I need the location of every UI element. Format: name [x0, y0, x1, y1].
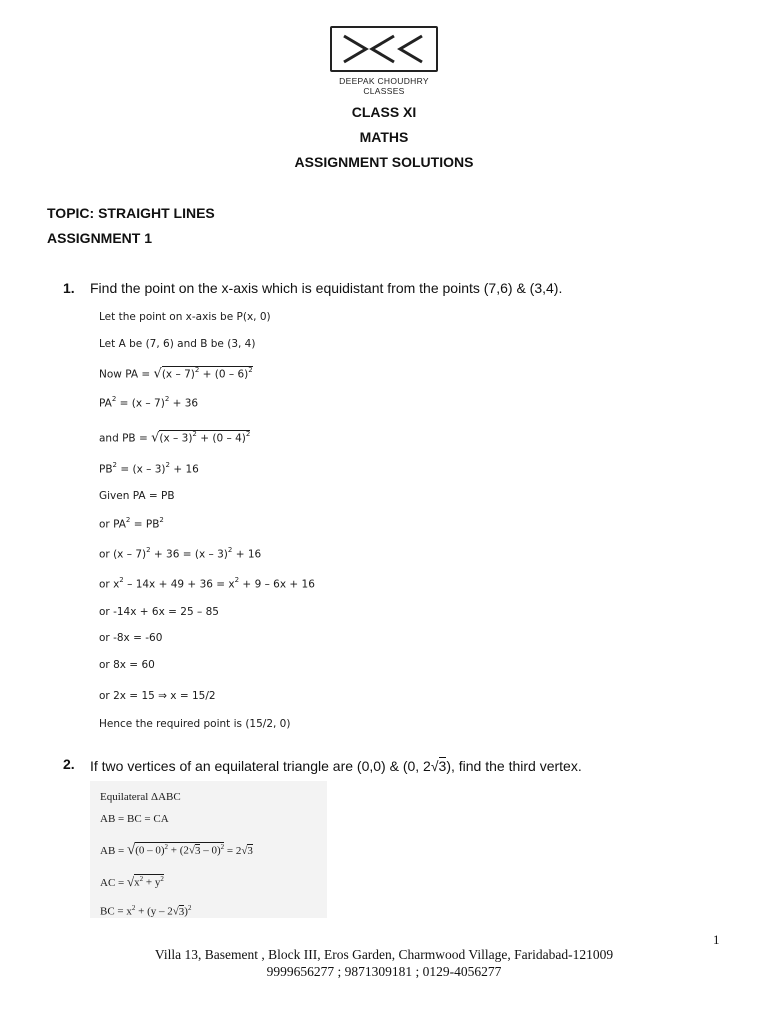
- q1-step-6: $PB^2 = (x - 3)^2 + 16$: [99, 461, 199, 476]
- q2-step-1: Equilateral ΔABC: [100, 791, 181, 803]
- q1-step-7: Given PA = PB: [99, 490, 175, 502]
- q1-step-14: or 2x = 15 ⇒ x = 15/2: [99, 690, 216, 702]
- q1-step-9: or (x – 7)$^2$ + 36 = (x – 3)$^2$ + 16: [99, 546, 262, 561]
- question-2-text-suffix: ), find the third vertex.: [446, 758, 582, 774]
- question-2-number: 2.: [63, 756, 75, 772]
- footer-phones: 9999656277 ; 9871309181 ; 0129-4056277: [266, 964, 502, 979]
- document-title: ASSIGNMENT SOLUTIONS: [294, 154, 474, 170]
- footer-address: Villa 13, Basement , Block III, Eros Garden, Charmwood Village, Faridabad-121009: [154, 947, 614, 962]
- logo-mark-icon: [330, 26, 438, 72]
- q1-step-1: Let the point on x-axis be P(x, 0): [99, 311, 271, 323]
- class-title: CLASS XI: [351, 104, 417, 120]
- topic-heading: TOPIC: STRAIGHT LINES: [47, 205, 215, 221]
- question-2-text-prefix: If two vertices of an equilateral triangle are (0,0) & (0, 2: [90, 758, 431, 774]
- q1-step-5: and PB = √(x – 3)$^2$ + (0 – 4)$^2$: [99, 430, 251, 446]
- q1-step-10: or $x^2 - 14x + 49 + 36 = x^2 + 9 - 6x + 16$: [99, 576, 315, 591]
- subject-title: MATHS: [359, 129, 409, 145]
- q1-step-8: or $PA^2 = PB^2$: [99, 516, 164, 531]
- q1-step-11: or -14x + 6x = 25 – 85: [99, 606, 219, 618]
- q2-step-4: AC = $√x^2 + y^2$: [100, 874, 164, 889]
- q2-step-2: AB = BC = CA: [100, 813, 169, 825]
- q1-step-13: or 8x = 60: [99, 659, 155, 671]
- question-2-text: If two vertices of an equilateral triangle are (0,0) & (0, 2√3), find the third vertex.: [90, 758, 582, 774]
- q2-step-3: AB = √(0 – 0)$^2$ + (2√3 – 0)$^2$ = 2√3: [100, 842, 253, 858]
- q1-step-3-prefix: Now PA =: [99, 368, 154, 381]
- q1-step-3: Now PA = √(x – 7)$^2$ + (0 – 6)$^2$: [99, 366, 253, 382]
- assignment-heading: ASSIGNMENT 1: [47, 230, 153, 246]
- question-1-text: Find the point on the x-axis which is equidistant from the points (7,6) & (3,4).: [90, 280, 563, 296]
- q1-step-2: Let A be (7, 6) and B be (3, 4): [99, 338, 256, 350]
- page-number: 1: [713, 932, 720, 947]
- q2-step-5: BC = $x^2 + (y - 2√3)^2$: [100, 904, 192, 918]
- q1-step-5-prefix: and PB =: [99, 432, 152, 445]
- q1-step-12: or -8x = -60: [99, 632, 163, 644]
- q1-step-15: Hence the required point is (15/2, 0): [99, 718, 291, 730]
- logo-text: DEEPAK CHOUDHRY CLASSES: [339, 76, 429, 96]
- question-1-number: 1.: [63, 280, 75, 296]
- logo: [326, 24, 442, 96]
- q1-step-4: $PA^2 = (x - 7)^2 + 36$: [99, 395, 199, 410]
